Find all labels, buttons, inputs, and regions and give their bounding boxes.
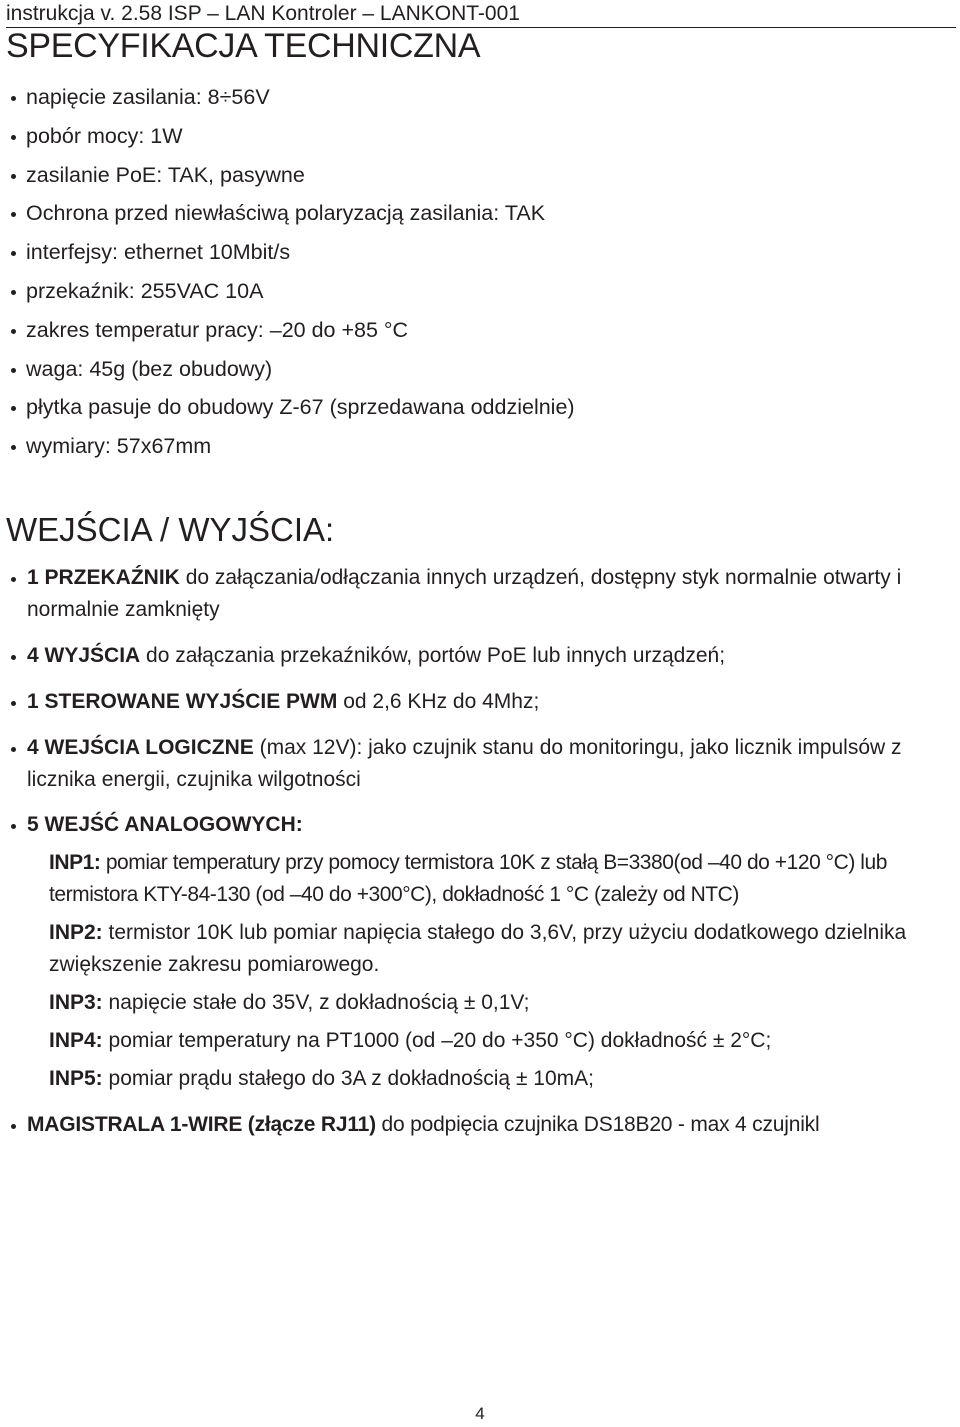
io-item-text: do załączania/odłączania innych urządzeń, dostępny styk normalnie otwarty i normalnie zamknięty bbox=[27, 566, 902, 621]
spec-item: przekaźnik: 255VAC 10A bbox=[0, 272, 575, 311]
io-item-bold: 1 PRZEKAŹNIK bbox=[27, 566, 180, 589]
spec-item: zakres temperatur pracy: –20 do +85 °C bbox=[0, 311, 575, 350]
spec-title: SPECYFIKACJA TECHNICZNA bbox=[6, 27, 481, 65]
io-item-text: (max 12V): jako czujnik stanu do monitoringu, jako licznik impulsów z licznika energii, czujnika wilgotności bbox=[27, 736, 902, 791]
analog-input-inp5 bbox=[0, 1063, 940, 1095]
analog-input-inp2 bbox=[0, 917, 940, 981]
analog-input-label: INP2: bbox=[49, 921, 103, 944]
analog-input-label: INP4: bbox=[49, 1029, 103, 1052]
io-item-bold: 5 WEJŚĆ ANALOGOWYCH: bbox=[27, 813, 303, 836]
page-number: 4 bbox=[475, 1404, 485, 1423]
analog-input-text: pomiar prądu stałego do 3A z dokładnością ± 10mA; bbox=[102, 1067, 595, 1090]
spec-item: pobór mocy: 1W bbox=[0, 117, 575, 156]
io-item-bold: 1 STEROWANE WYJŚCIE PWM bbox=[27, 690, 338, 713]
spec-item: interfejsy: ethernet 10Mbit/s bbox=[0, 233, 575, 272]
analog-input-text: pomiar temperatury przy pomocy termistora 10K z stałą B=3380(od –40 do +120 °C) lub termistora KTY-84-130 (od –40 do +300°C), dokładność 1 °C (zależy od NTC) bbox=[49, 851, 887, 906]
io-item-text: od 2,6 KHz do 4Mhz; bbox=[337, 690, 540, 713]
document-header: instrukcja v. 2.58 ISP – LAN Kontroler – LANKONT-001 bbox=[6, 2, 956, 28]
analog-input-label: INP1: bbox=[49, 851, 101, 874]
analog-input-text: termistor 10K lub pomiar napięcia stałego do 3,6V, przy użyciu dodatkowego dzielnika zwiększenie zakresu pomiarowego. bbox=[49, 921, 907, 976]
analog-input-label: INP5: bbox=[49, 1067, 103, 1090]
analog-input-inp4 bbox=[0, 1025, 940, 1057]
analog-input-label: INP3: bbox=[49, 991, 103, 1014]
spec-item: waga: 45g (bez obudowy) bbox=[0, 350, 575, 389]
analog-input-text: napięcie stałe do 35V, z dokładnością ± 0,1V; bbox=[102, 991, 530, 1014]
analog-input-text: pomiar temperatury na PT1000 (od –20 do +350 °C) dokładność ± 2°C; bbox=[102, 1029, 772, 1052]
io-item-relay bbox=[0, 562, 940, 626]
io-item-text: do załączania przekaźników, portów PoE lub innych urządzeń; bbox=[140, 644, 726, 667]
io-item-bold: 4 WEJŚCIA LOGICZNE bbox=[27, 736, 254, 759]
spec-item: płytka pasuje do obudowy Z-67 (sprzedawana oddzielnie) bbox=[0, 388, 575, 427]
io-item-text: do podpięcia czujnika DS18B20 - max 4 czujnikl bbox=[375, 1113, 820, 1136]
io-item-logic-inputs bbox=[0, 732, 940, 796]
spec-item: zasilanie PoE: TAK, pasywne bbox=[0, 156, 575, 195]
spec-item: wymiary: 57x67mm bbox=[0, 427, 575, 466]
spec-list bbox=[0, 78, 575, 466]
spec-item: napięcie zasilania: 8÷56V bbox=[0, 78, 575, 117]
io-item-pwm bbox=[0, 686, 940, 718]
io-item-analog-inputs bbox=[0, 809, 940, 841]
spec-item: Ochrona przed niewłaściwą polaryzacją zasilania: TAK bbox=[0, 194, 575, 233]
io-item-1wire-bus bbox=[0, 1109, 940, 1141]
io-item-bold: 4 WYJŚCIA bbox=[27, 644, 141, 667]
io-item-bold: MAGISTRALA 1-WIRE (złącze RJ11) bbox=[27, 1113, 376, 1136]
io-item-outputs bbox=[0, 640, 940, 672]
analog-input-inp1 bbox=[0, 847, 940, 911]
io-list bbox=[0, 562, 940, 1141]
io-title: WEJŚCIA / WYJŚCIA: bbox=[6, 511, 335, 548]
analog-input-inp3 bbox=[0, 987, 940, 1019]
